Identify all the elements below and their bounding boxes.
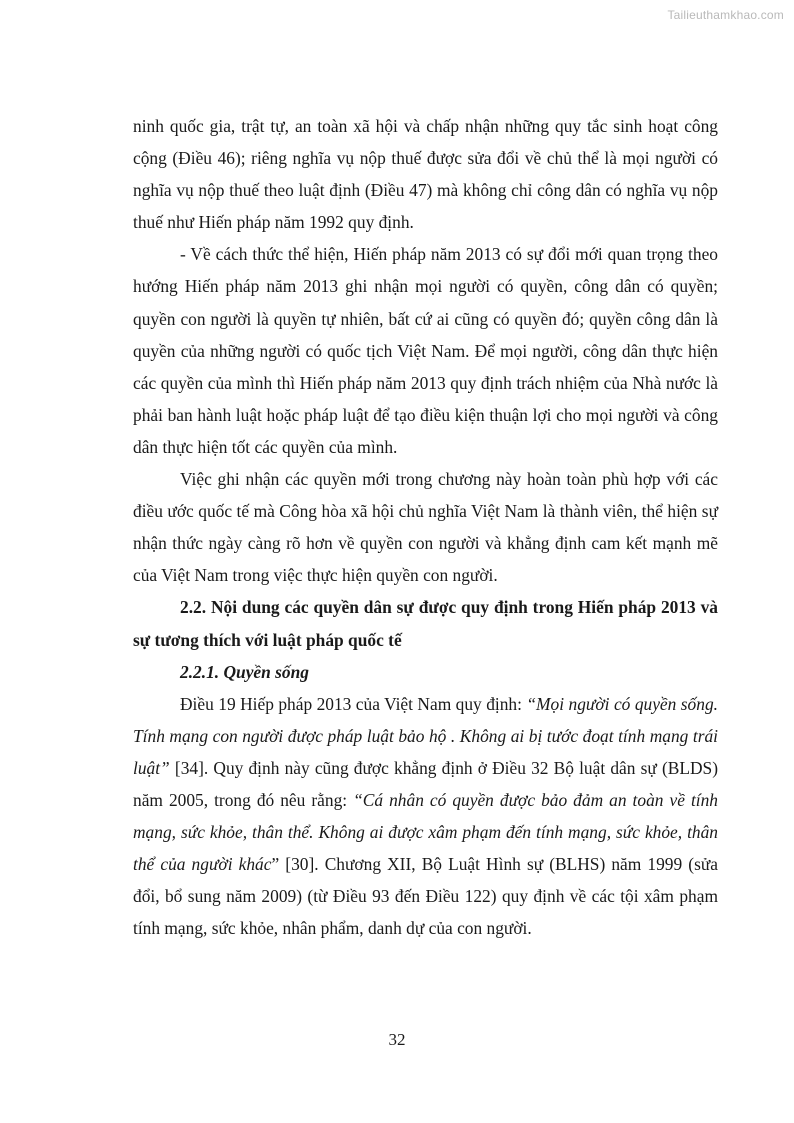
quote-civil-code-article-32: “Cá nhân có quyền được bảo đảm an toàn về tính mạng, sức khỏe, thân thể. Không ai được xâm phạm đến tính mạng, sức khỏe, thân thể của người khác: [133, 789, 718, 875]
page-number: 32: [388, 1030, 406, 1049]
text-run: [34]. Quy định này cũng được khẳng định ở Điều 32 Bộ luật dân sự (BLDS) năm 2005, trong đó nêu rằng:: [133, 757, 718, 810]
watermark-text: Tailieuthamkhao.com: [667, 8, 784, 22]
text-run: Điều 19 Hiếp pháp 2013 của Việt Nam quy định:: [180, 693, 527, 714]
quote-constitution-article-19: “Mọi người có quyền sống. Tính mạng con người được pháp luật bảo hộ . Không ai bị tước đoạt tính mạng trái luật”: [133, 693, 718, 778]
section-heading-2-2: 2.2. Nội dung các quyền dân sự được quy định trong Hiến pháp 2013 và sự tương thích với luật pháp quốc tế: [133, 597, 718, 650]
paragraph-right-to-life: [133, 688, 718, 945]
paragraph-new-rights: Việc ghi nhận các quyền mới trong chương này hoàn toàn phù hợp với các điều ước quốc tế mà Công hòa xã hội chủ nghĩa Việt Nam là thành viên, thể hiện sự nhận thức ngày càng rõ hơn về quyền con người và khẳng định cam kết mạnh mẽ của Việt Nam trong việc thực hiện quyền con người.: [133, 469, 718, 586]
body-text: [133, 110, 718, 944]
section-heading-2-2-1: 2.2.1. Quyền sống: [180, 661, 309, 682]
text-run: ” [30]. Chương XII, Bộ Luật Hình sự (BLHS) năm 1999 (sửa đổi, bổ sung năm 2009) (từ Điều 93 đến Điều 122) quy định về các tội xâm phạm tính mạng, sức khỏe, nhân phẩm, danh dự của con người.: [133, 854, 718, 939]
paragraph-continuation: ninh quốc gia, trật tự, an toàn xã hội và chấp nhận những quy tắc sinh hoạt công cộng (Điều 46); riêng nghĩa vụ nộp thuế được sửa đổi về chủ thể là mọi người có nghĩa vụ nộp thuế theo luật định (Điều 47) mà không chỉ công dân có nghĩa vụ nộp thuế như Hiến pháp năm 1992 quy định.: [133, 116, 718, 233]
paragraph-expression-method: - Về cách thức thể hiện, Hiến pháp năm 2013 có sự đổi mới quan trọng theo hướng Hiến pháp năm 2013 ghi nhận mọi người có quyền, công dân có quyền; quyền con người là quyền tự nhiên, bất cứ ai cũng có quyền đó; quyền công dân là quyền của những người có quốc tịch Việt Nam. Để mọi người, công dân thực hiện các quyền của mình thì Hiến pháp năm 2013 quy định trách nhiệm của Nhà nước là phải ban hành luật hoặc pháp luật để tạo điều kiện thuận lợi cho mọi người và công dân thực hiện tốt các quyền của mình.: [133, 244, 718, 457]
